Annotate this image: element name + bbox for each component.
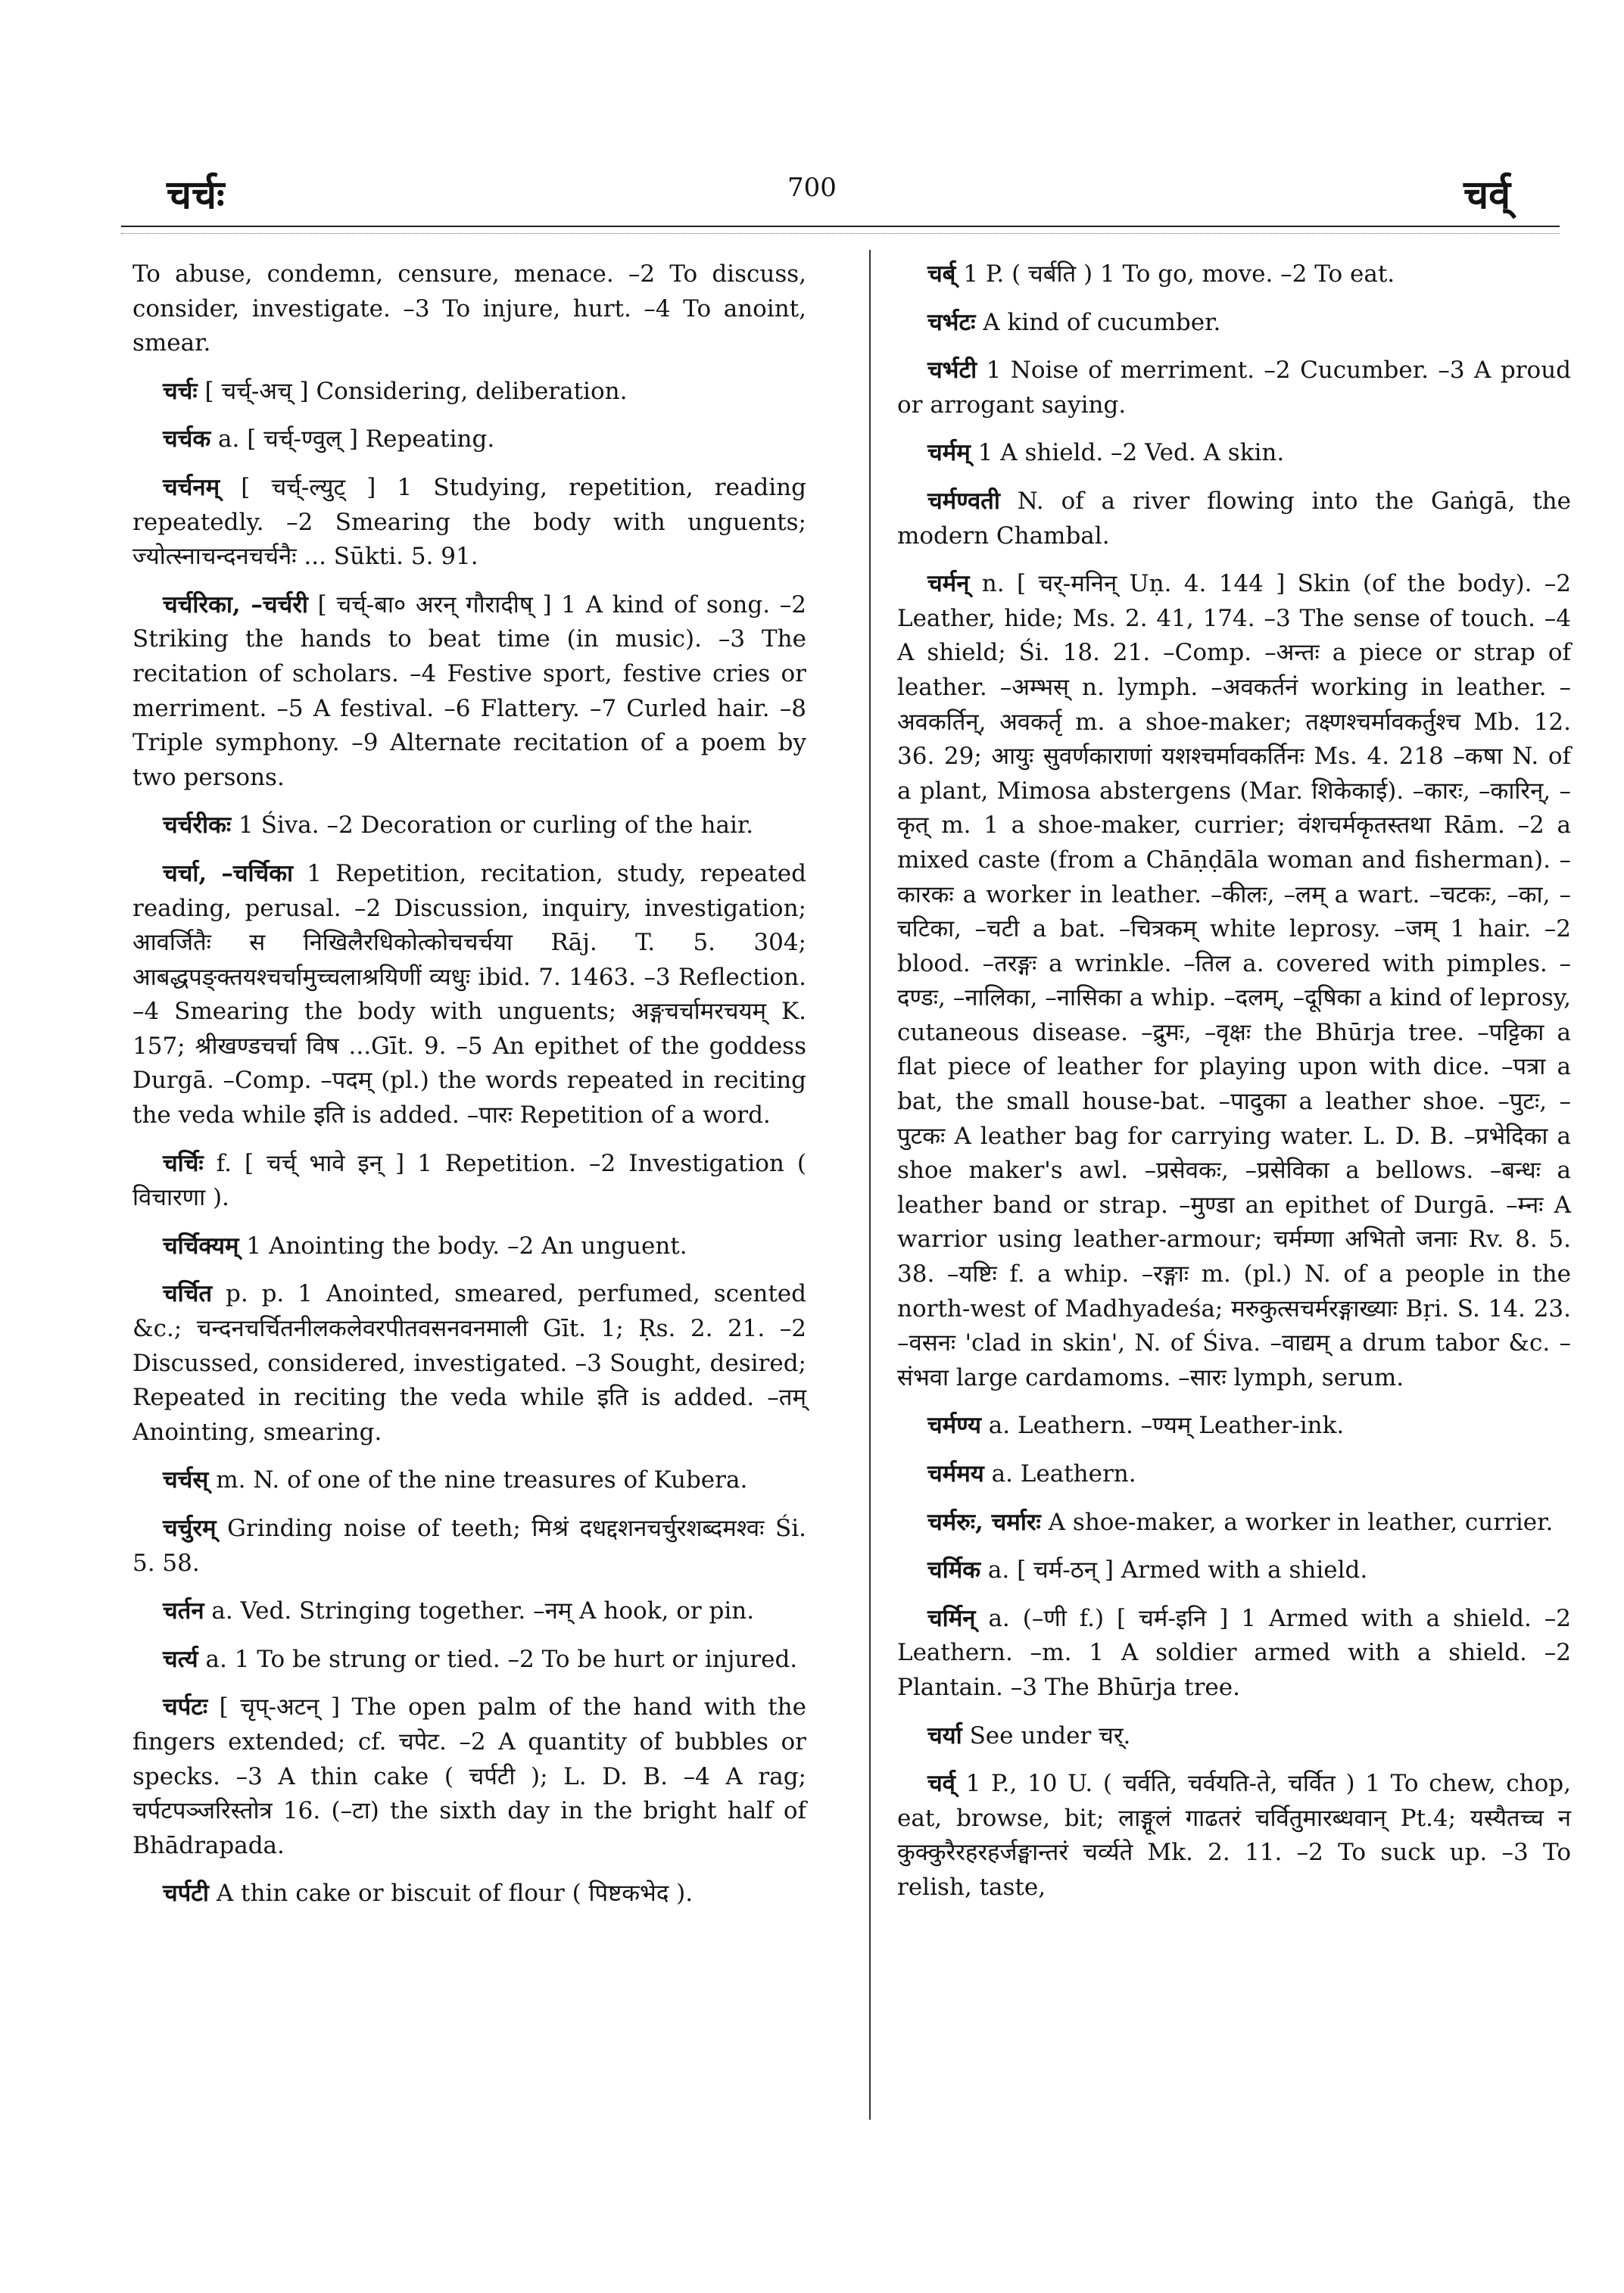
entry-text: p. p. 1 Anointed, smeared, perfumed, scented &c.; चन्दनचर्चितनीलकलेवरपीतवसनवनमाली Gīt. 1; Ṛs. 2. 21. –2 Discussed, considered, investigated. –3 Sought, desired; Repeated in reciting the veda while इति is added. –तम् Anointing, smearing. bbox=[132, 1280, 806, 1446]
headword: चर्चिक्यम् bbox=[163, 1232, 239, 1260]
headword: चर्चक bbox=[163, 425, 211, 453]
entry-text: A kind of cucumber. bbox=[983, 308, 1221, 336]
right-column bbox=[897, 257, 1571, 1919]
headword: चर्तन bbox=[163, 1597, 204, 1625]
entry-text: a. Leathern. –ण्यम् Leather-ink. bbox=[988, 1412, 1345, 1440]
dictionary-entry bbox=[132, 1277, 806, 1450]
entry-text: N. of a river flowing into the Gaṅgā, the modern Chambal. bbox=[897, 487, 1571, 550]
dictionary-entry bbox=[897, 1767, 1571, 1905]
dictionary-entry bbox=[132, 257, 806, 361]
dictionary-entry bbox=[132, 1463, 806, 1498]
dictionary-entry bbox=[132, 588, 806, 796]
dictionary-entry bbox=[897, 1602, 1571, 1706]
headword: चर्मण्वती bbox=[927, 487, 1000, 515]
entry-text: n. [ चर्-मनिन् Uṇ. 4. 144 ] Skin (of the body). –2 Leather, hide; Ms. 2. 41, 174. –3 The sense of touch. –4 A shield; Śi. 18. 21. –Comp. –अन्तः a piece or strap of leather. –अम्भस् n. lymph. –अवकर्तनं working in leather. –अवकर्तिन्, अवकर्तृ m. a shoe-maker; तक्ष्णश्चर्मावकर्तुश्च Mb. 12. 36. 29; आयुः सुवर्णकाराणां यशश्चर्मावकर्तिनः Ms. 4. 218 –कषा N. of a plant, Mimosa abstergens (Mar. शिकेकाई). –कारः, –कारिन्, –कृत् m. 1 a shoe-maker, currier; वंशचर्मकृतस्तथा Rām. –2 a mixed caste (from a Chāṇḍāla woman and fisherman). –कारकः a worker in leather. –कीलः, –लम् a wart. –चटकः, –का, –चटिका, –चटी a bat. –चित्रकम् white leprosy. –जम् 1 hair. –2 blood. –तरङ्गः a wrinkle. –तिल a. covered with pimples. –दण्डः, –नालिका, –नासिका a whip. –दलम्, –दूषिका a kind of leprosy, cutaneous disease. –द्रुमः, –वृक्षः the Bhūrja tree. –पट्टिका a flat piece of leather for playing upon with dice. –पत्रा a bat, the small house-bat. –पादुका a leather shoe. –पुटः, –पुटकः A leather bag for carrying water. L. D. B. –प्रभेदिका a shoe maker's awl. –प्रसेवकः, –प्रसेविका a bellows. –बन्धः a leather band or strap. –मुण्डा an epithet of Durgā. –म्नः A warrior using leather-armour; चर्मम्णा अभितो जनाः Rv. 8. 5. 38. –यष्टिः f. a whip. –रङ्गाः m. (pl.) N. of a people in the north-west of Madhyadeśa; मरुकुत्सचर्मरङ्गाख्याः Bṛi. S. 14. 23. –वसनः 'clad in skin', N. of Śiva. –वाद्यम् a drum tabor &c. –संभवा large cardamoms. –सारः lymph, serum. bbox=[897, 570, 1571, 1391]
entry-text: See under चर्. bbox=[969, 1721, 1131, 1749]
entry-text: 1 Noise of merriment. –2 Cucumber. –3 A proud or arrogant saying. bbox=[897, 357, 1571, 419]
entry-text: A thin cake or biscuit of flour ( पिष्टकभेद ). bbox=[216, 1880, 694, 1908]
dictionary-entry bbox=[132, 1690, 806, 1863]
entry-text: A shoe-maker, a worker in leather, currier. bbox=[1048, 1508, 1554, 1536]
dictionary-entry bbox=[897, 436, 1571, 471]
dictionary-entry bbox=[897, 567, 1571, 1395]
page-number: 700 bbox=[787, 173, 837, 203]
entry-text: [ चृप्-अटन् ] The open palm of the hand with the fingers extended; cf. चपेट. –2 A quantity of bubbles or specks. –3 A thin cake ( चर्पटी ); L. D. B. –4 A rag; चर्पटपञ्जरिस्तोत्र 16. (–टा) the sixth day in the bright half of Bhādrapada. bbox=[132, 1693, 806, 1859]
dictionary-entry bbox=[897, 484, 1571, 553]
headword: चर्या bbox=[927, 1721, 962, 1749]
dictionary-entry bbox=[897, 1553, 1571, 1588]
entry-text: a. [ चर्च्-ण्वुल् ] Repeating. bbox=[218, 425, 495, 453]
headword: चर्मन् bbox=[927, 570, 970, 598]
headword: चर्चा, –चर्चिका bbox=[163, 859, 294, 887]
headword: चर्चरिका, –चर्चरी bbox=[163, 590, 308, 618]
dictionary-entry bbox=[132, 1877, 806, 1911]
headword: चर्ब् bbox=[927, 260, 956, 288]
entry-text: 1 Anointing the body. –2 An unguent. bbox=[246, 1232, 687, 1260]
dictionary-entry bbox=[897, 354, 1571, 422]
dictionary-entry bbox=[897, 1506, 1571, 1541]
guide-word-left: चर्चः bbox=[167, 172, 225, 218]
header-rule bbox=[121, 226, 1560, 227]
headword: चर्चरीकः bbox=[163, 812, 232, 840]
headword: चर्चिः bbox=[163, 1149, 204, 1177]
dictionary-entry bbox=[132, 1229, 806, 1264]
entry-text: [ चर्च्-अच् ] Considering, deliberation. bbox=[204, 377, 628, 405]
headword: चर्मम् bbox=[927, 439, 971, 467]
headword: चर्चनम् bbox=[163, 473, 220, 501]
entry-text: 1 P., 10 U. ( चर्वति, चर्वयति-ते, चर्वित ) 1 To chew, chop, eat, browse, bit; लाङ्गूलं गाढतरं चर्वितुमारब्धवान् Pt.4; यस्यैतच्च न कुक्कुरैरहरहर्जङ्घान्तरं चर्व्यते Mk. 2. 11. –2 To suck up. –3 To relish, taste, bbox=[897, 1770, 1571, 1901]
entry-text: To abuse, condemn, censure, menace. –2 To discuss, consider, investigate. –3 To injure, hurt. –4 To anoint, smear. bbox=[132, 260, 806, 357]
headword: चर्ममय bbox=[927, 1460, 984, 1488]
entry-text: 1 Śiva. –2 Decoration or curling of the hair. bbox=[238, 812, 754, 840]
entry-text: 1 P. ( चर्बति ) 1 To go, move. –2 To eat. bbox=[963, 260, 1395, 288]
entry-text: 1 Repetition, recitation, study, repeated reading, perusal. –2 Discussion, inquiry, investigation; आवर्जितैः स निखिलैरधिकोत्कोचचर्चया Rāj. T. 5. 304; आबद्धपङ्क्तयश्चर्चामुच्चलाश्रयिणीं व्यधुः ibid. 7. 1463. –3 Reflection. –4 Smearing the body with unguents; अङ्गचर्चामरचयम् K. 157; श्रीखण्डचर्चा विष ...Gīt. 9. –5 An epithet of the goddess Durgā. –Comp. –पदम् (pl.) the words repeated in reciting the veda while इति is added. –पारः Repetition of a word. bbox=[132, 859, 806, 1129]
headword: चर्मरुः, चर्मारः bbox=[927, 1508, 1041, 1536]
headword: चर्त्य bbox=[163, 1645, 198, 1673]
header-dotted-rule bbox=[121, 233, 1560, 234]
dictionary-entry bbox=[897, 257, 1571, 292]
dictionary-entry bbox=[132, 857, 806, 1133]
entry-text: a. 1 To be strung or tied. –2 To be hurt or injured. bbox=[205, 1645, 798, 1673]
headword: चर्मिन् bbox=[927, 1604, 976, 1632]
dictionary-entry bbox=[132, 1643, 806, 1678]
entry-text: [ चर्च्-बा० अरन् गौरादीष् ] 1 A kind of song. –2 Striking the hands to beat time (in music). –3 The recitation of scholars. –4 Festive sport, festive cries or merriment. –5 A festival. –6 Flattery. –7 Curled hair. –8 Triple symphony. –9 Alternate recitation of a poem by two persons. bbox=[132, 590, 807, 791]
page-header bbox=[0, 0, 1624, 235]
entry-text: f. [ चर्च् भावे इन् ] 1 Repetition. –2 Investigation ( विचारणा ). bbox=[132, 1149, 806, 1212]
dictionary-entry bbox=[897, 1457, 1571, 1492]
dictionary-entry bbox=[132, 1512, 806, 1581]
headword: चर्मिक bbox=[927, 1556, 981, 1584]
entry-text: a. [ चर्म-ठन् ] Armed with a shield. bbox=[987, 1556, 1368, 1584]
headword: चर्चित bbox=[163, 1280, 213, 1308]
dictionary-entry bbox=[897, 306, 1571, 341]
dictionary-entry bbox=[132, 422, 806, 457]
entry-text: a. (–णी f.) [ चर्म-इनि ] 1 Armed with a shield. –2 Leathern. –m. 1 A soldier armed with a shield. –2 Plantain. –3 The Bhūrja tree. bbox=[897, 1604, 1572, 1701]
dictionary-entry bbox=[897, 1409, 1571, 1444]
dictionary-entry bbox=[132, 471, 806, 575]
entry-text: a. Ved. Stringing together. –नम् A hook, or pin. bbox=[211, 1597, 755, 1625]
headword: चर्चुरम् bbox=[163, 1515, 217, 1542]
left-column bbox=[132, 257, 806, 1925]
dictionary-entry bbox=[132, 808, 806, 843]
headword: चर्मण्य bbox=[927, 1412, 981, 1440]
dictionary-entry bbox=[132, 1594, 806, 1629]
entry-text: a. Leathern. bbox=[991, 1460, 1136, 1488]
headword: चर्भटः bbox=[927, 308, 976, 336]
entry-text: 1 A shield. –2 Ved. A skin. bbox=[977, 439, 1285, 467]
dictionary-entry bbox=[132, 1147, 806, 1216]
guide-word-right: चर्व् bbox=[1463, 172, 1510, 218]
entry-text: [ चर्च्-ल्युट् ] 1 Studying, repetition, reading repeatedly. –2 Smearing the body with unguents; ज्योत्स्नाचन्दनचर्चनैः ... Sūkti. 5. 91. bbox=[132, 473, 806, 571]
headword: चर्व् bbox=[927, 1770, 955, 1798]
headword: चर्पटः bbox=[163, 1693, 208, 1721]
dictionary-entry bbox=[132, 375, 806, 410]
headword: चर्भटी bbox=[927, 357, 977, 385]
entry-text: m. N. of one of the nine treasures of Kubera. bbox=[216, 1466, 748, 1494]
headword: चर्चः bbox=[163, 377, 198, 405]
headword: चर्चस् bbox=[163, 1466, 209, 1494]
column-divider bbox=[869, 250, 871, 2120]
entry-text: Grinding noise of teeth; मिश्रं दधद्दशनचर्चुरशब्दमश्वः Śi. 5. 58. bbox=[132, 1515, 806, 1577]
headword: चर्पटी bbox=[163, 1880, 209, 1908]
dictionary-entry bbox=[897, 1719, 1571, 1754]
